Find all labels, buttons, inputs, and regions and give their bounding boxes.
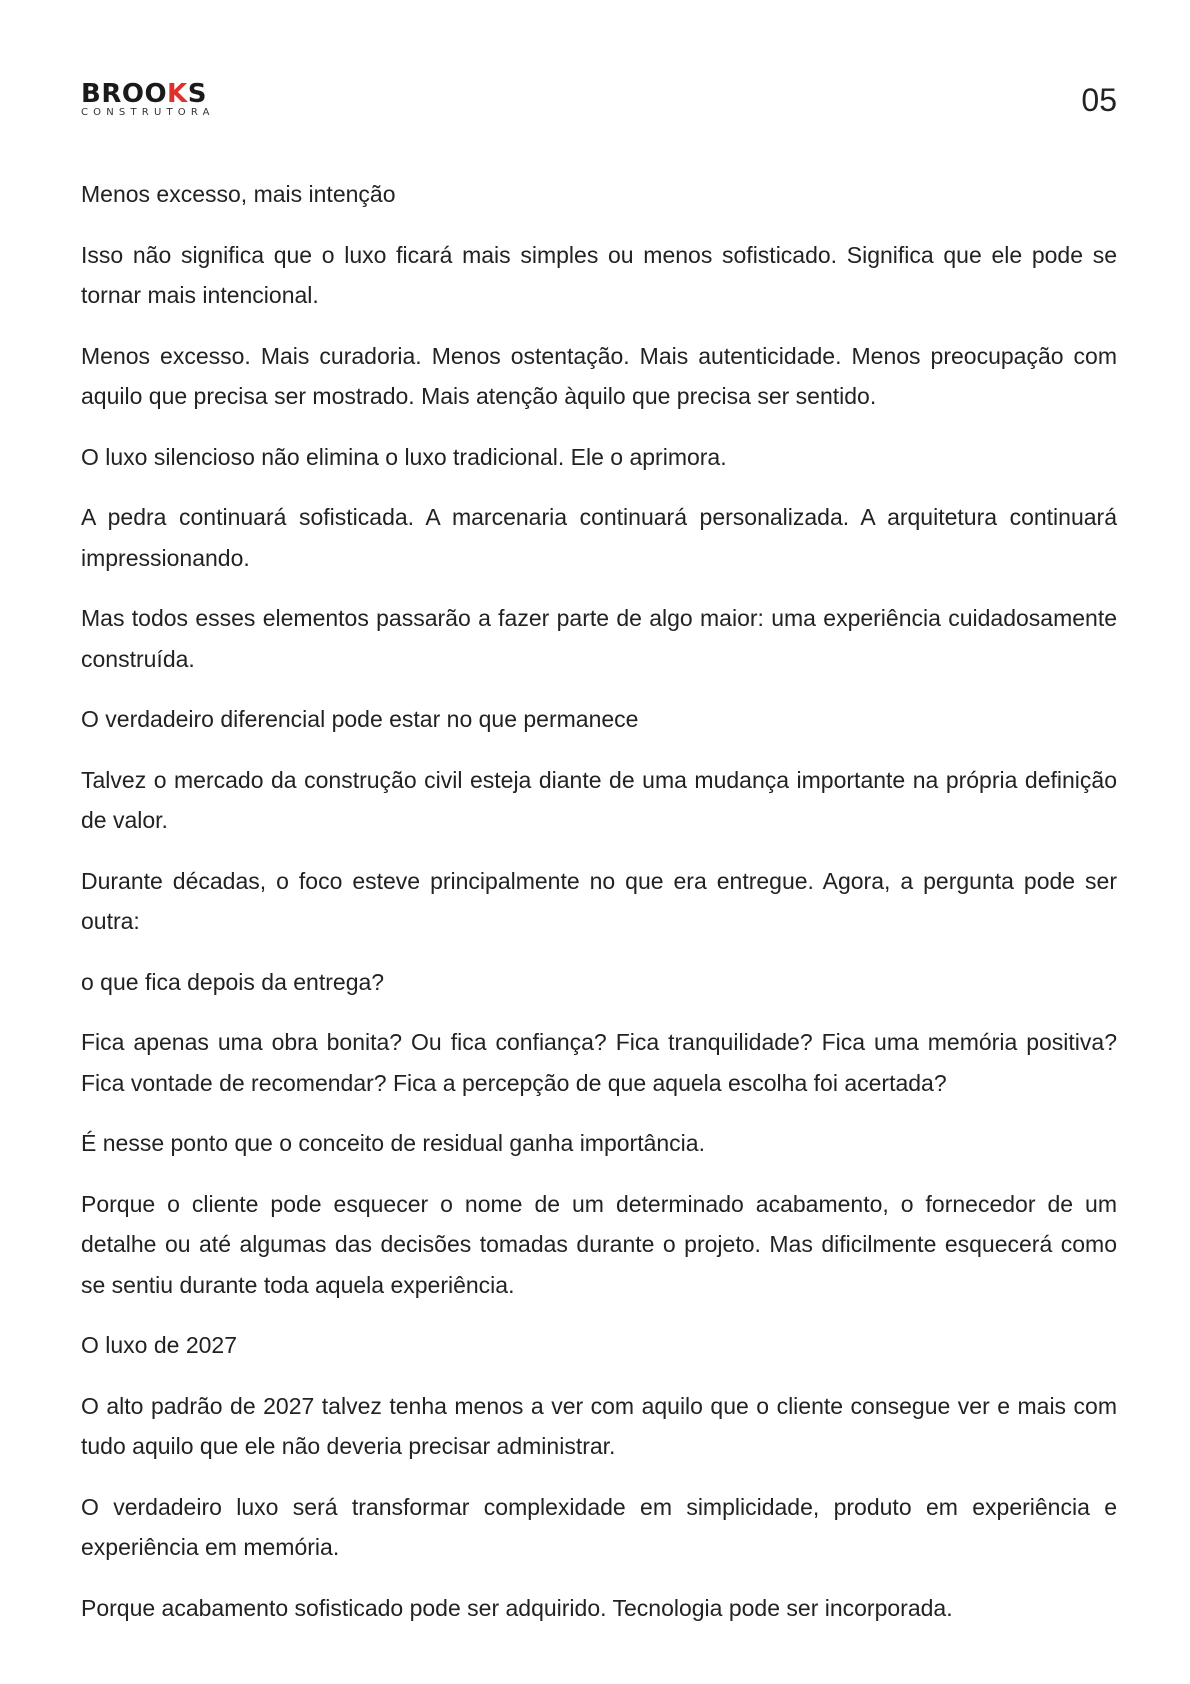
logo-subtitle: CONSTRUTORA <box>81 107 215 118</box>
paragraph: Menos excesso, mais intenção <box>81 181 396 207</box>
paragraph: o que fica depois da entrega? <box>81 968 385 995</box>
paragraph: Porque acabamento sofisticado pode ser adquirido. Tecnologia pode ser incorporada. <box>81 1594 953 1621</box>
paragraph: O luxo silencioso não elimina o luxo tradicional. Ele o aprimora. <box>81 443 727 470</box>
logo-wordmark-suffix: S <box>187 79 207 109</box>
paragraph: É nesse ponto que o conceito de residual ganha importância. <box>81 1130 705 1156</box>
paragraph: Menos excesso. Mais curadoria. Menos ostentação. Mais autenticidade. Menos preocupação com aquilo que precisa ser mostrado. Mais atenção àquilo que precisa ser sentido. <box>81 342 1117 409</box>
logo-wordmark-prefix: BROO <box>81 79 168 109</box>
logo-wordmark <box>81 80 215 108</box>
page-number: 05 <box>1081 82 1117 118</box>
paragraph: Porque o cliente pode esquecer o nome de um determinado acabamento, o fornecedor de um detalhe ou até algumas das decisões tomadas durante o projeto. Mas dificilmente esquecerá como se sentiu durante toda aquela experiência. <box>81 1190 1117 1298</box>
paragraph: Mas todos esses elementos passarão a fazer parte de algo maior: uma experiência cuidadosamente construída. <box>81 605 1117 672</box>
paragraph: O verdadeiro luxo será transformar complexidade em simplicidade, produto em experiência e experiência em memória. <box>81 1493 1117 1560</box>
paragraph: Durante décadas, o foco esteve principalmente no que era entregue. Agora, a pergunta pode ser outra: <box>81 867 1117 934</box>
paragraph: Isso não significa que o luxo ficará mais simples ou menos sofisticado. Significa que ele pode se tornar mais intencional. <box>81 241 1117 308</box>
paragraph: O luxo de 2027 <box>81 1332 238 1358</box>
paragraph: O alto padrão de 2027 talvez tenha menos a ver com aquilo que o cliente consegue ver e mais com tudo aquilo que ele não deveria precisar administrar. <box>81 1392 1117 1459</box>
paragraph: O verdadeiro diferencial pode estar no que permanece <box>81 706 639 732</box>
paragraph: A pedra continuará sofisticada. A marcenaria continuará personalizada. A arquitetura continuará impressionando. <box>81 504 1117 571</box>
body-text <box>81 174 1117 1648</box>
paragraph: Fica apenas uma obra bonita? Ou fica confiança? Fica tranquilidade? Fica uma memória positiva? Fica vontade de recomendar? Fica a percepção de que aquela escolha foi acertada? <box>81 1029 1117 1096</box>
logo-wordmark-accent: K <box>167 79 188 109</box>
paragraph: Talvez o mercado da construção civil esteja diante de uma mudança importante na própria definição de valor. <box>81 766 1117 833</box>
page-header <box>81 80 1117 140</box>
brooks-logo <box>81 80 215 119</box>
